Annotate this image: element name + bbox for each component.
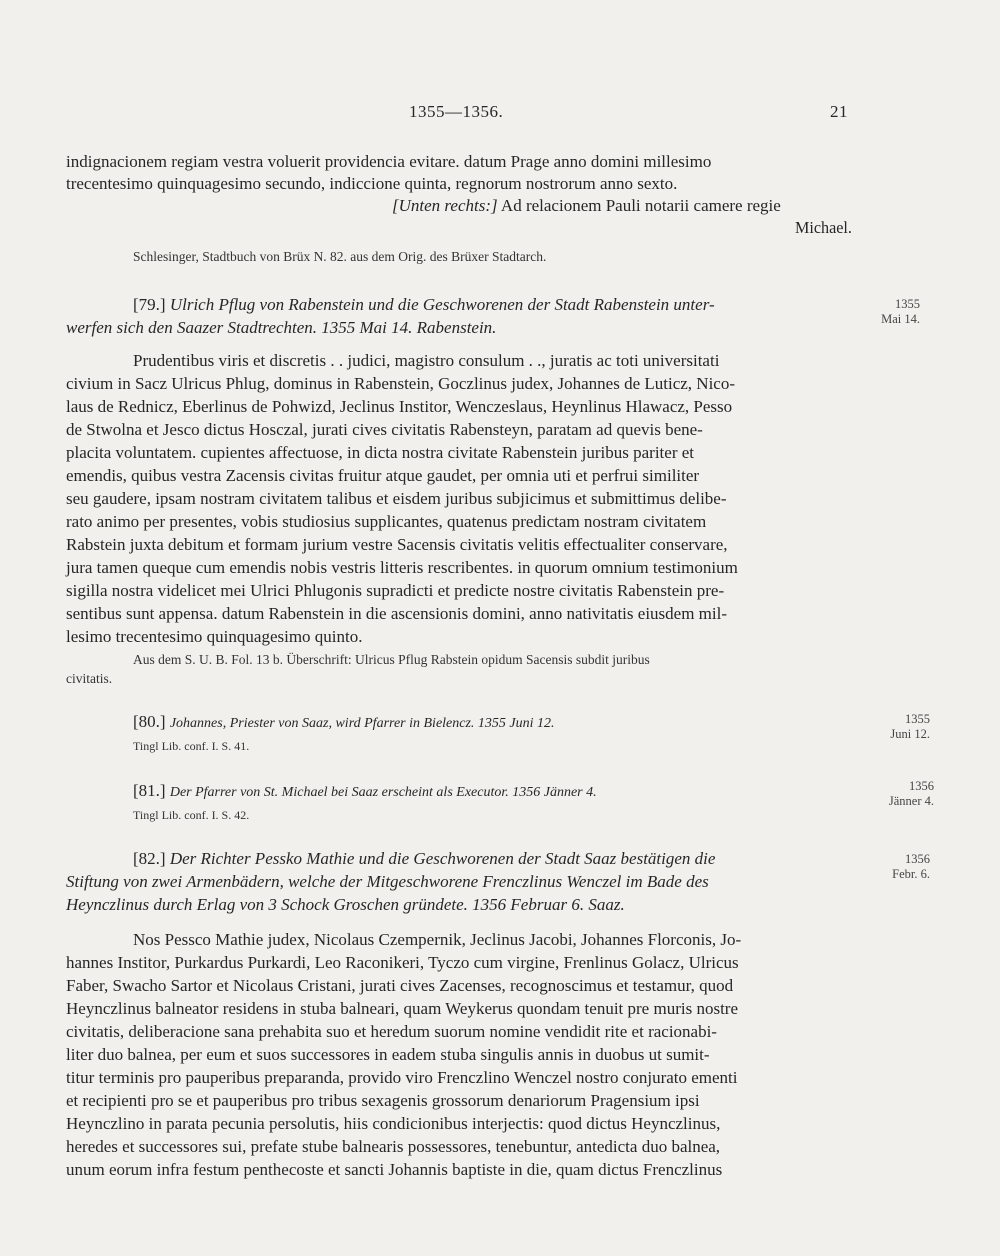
entry-79-margin-year: 1355 — [895, 297, 920, 311]
entry-79-title-2: werfen sich den Saazer Stadtrechten. 1355 Mai 14. Rabenstein. — [66, 318, 497, 337]
intro-source: Schlesinger, Stadtbuch von Brüx N. 82. aus dem Orig. des Brüxer Stadtarch. — [133, 249, 547, 264]
entry-79-body-line: Rabstein juxta debitum et formam jurium vestre Sacensis civitatis velitis effectualiter conservare, — [66, 535, 728, 554]
entry-79-margin-date — [872, 297, 920, 327]
entry-81-heading — [133, 780, 597, 804]
intro-note-text: Ad relacionem Pauli notarii camere regie — [500, 196, 781, 215]
entry-81-margin-day: Jänner 4. — [888, 794, 934, 808]
entry-80-margin-day: Juni 12. — [890, 727, 930, 741]
entry-82-body-line: titur terminis pro pauperibus preparanda, provido viro Frenczlino Wenczel nostro conjurato ementi — [66, 1068, 738, 1087]
entry-79-body-line: de Stwolna et Jesco dictus Hosczal, jurati cives civitatis Rabensteyn, paratam ad quevis bene- — [66, 420, 703, 439]
entry-80-source: Tingl Lib. conf. I. S. 41. — [133, 739, 250, 753]
entry-81-margin-date — [862, 779, 934, 809]
entry-82-margin-day: Febr. 6. — [892, 867, 930, 881]
entry-82-margin-year: 1356 — [905, 852, 930, 866]
entry-82-body-line: heredes et successores sui, prefate stube balnearis possessores, tenebuntur, antedicta duo balnea, — [66, 1137, 721, 1156]
intro-note-continuation: Michael. — [795, 218, 852, 237]
entry-79-body-line: placita voluntatem. cupientes affectuose, in dicta nostra civitate Rabenstein juribus pariter et — [66, 443, 694, 462]
entry-80-margin-date — [862, 712, 930, 742]
entry-79-source-1: Aus dem S. U. B. Fol. 13 b. Überschrift: Ulricus Pflug Rabstein opidum Sacensis subdit juribus — [133, 652, 650, 667]
running-header-years: 1355—1356. — [409, 102, 504, 121]
entry-82-title-3: Heynczlinus durch Erlag von 3 Schock Groschen gründete. 1356 Februar 6. Saaz. — [66, 895, 625, 914]
entry-82-heading — [133, 848, 715, 870]
entry-79-body-line: laus de Rednicz, Eberlinus de Pohwizd, Jeclinus Institor, Wenczeslaus, Heynlinus Hlawacz, Pesso — [66, 397, 733, 416]
entry-80-number: [80.] — [133, 712, 166, 731]
entry-79-body-line: lesimo trecentesimo quinquagesimo quinto. — [66, 627, 363, 646]
entry-82-number: [82.] — [133, 849, 166, 868]
entry-79-body-line: sentibus sunt appensa. datum Rabenstein in die ascensionis domini, anno nativitatis eiusdem mil- — [66, 604, 728, 623]
intro-line-2: trecentesimo quinquagesimo secundo, indiccione quinta, regnorum nostrorum anno sexto. — [66, 174, 678, 193]
intro-line-1: indignacionem regiam vestra voluerit providencia evitare. datum Prage anno domini millesimo — [66, 152, 712, 171]
entry-82-title-1: Der Richter Pessko Mathie und die Geschworenen der Stadt Saaz bestätigen die — [169, 849, 716, 868]
entry-82-body-line: hannes Institor, Purkardus Purkardi, Leo Raconikeri, Tyczo cum virgine, Frenlinus Golacz, Ulricus — [66, 953, 739, 972]
intro-note-italic: [Unten rechts:] — [392, 196, 498, 215]
entry-80-heading — [133, 711, 555, 735]
entry-80-title: Johannes, Priester von Saaz, wird Pfarrer in Bielencz. 1355 Juni 12. — [169, 716, 555, 731]
entry-82-body-line: liter duo balnea, per eum et suos successores in eadem stuba singulis annis in duobus ut sumit- — [66, 1045, 710, 1064]
entry-82-body-line: Heynczlinus balneator residens in stuba balneari, quam Weykerus quondam tenuit pre muris nostre — [66, 999, 738, 1018]
entry-81-number: [81.] — [133, 781, 166, 800]
entry-82-body-line: unum eorum infra festum penthecoste et sancti Johannis baptiste in die, quam dictus Frenczlinus — [66, 1160, 723, 1179]
page-number: 21 — [830, 102, 848, 121]
entry-81-margin-year: 1356 — [909, 779, 934, 793]
entry-79-heading — [133, 294, 715, 316]
entry-79-body-line: jura tamen queque cum emendis nobis vestris litteris rescribentes. in quorum omnium testimonium — [66, 558, 738, 577]
entry-81-source: Tingl Lib. conf. I. S. 42. — [133, 808, 250, 822]
entry-79-margin-day: Mai 14. — [881, 312, 920, 326]
entry-79-title-1: Ulrich Pflug von Rabenstein und die Geschworenen der Stadt Rabenstein unter- — [169, 295, 715, 314]
entry-80-margin-year: 1355 — [905, 712, 930, 726]
intro-note — [392, 195, 781, 217]
entry-81-title: Der Pfarrer von St. Michael bei Saaz erscheint als Executor. 1356 Jänner 4. — [169, 785, 597, 800]
entry-79-body-line: seu gaudere, ipsam nostram civitatem talibus et eisdem juribus subjicimus et submittimus delibe- — [66, 489, 727, 508]
entry-82-title-2: Stiftung von zwei Armenbädern, welche der Mitgeschworene Frenczlinus Wenczel im Bade des — [66, 872, 709, 891]
entry-82-body-line: et recipienti pro se et pauperibus pro tribus sexagenis grossorum denariorum Pragensium ipsi — [66, 1091, 700, 1110]
entry-82-body-line: Faber, Swacho Sartor et Nicolaus Cristani, jurati cives Zacenses, recognoscimus et testamur, quod — [66, 976, 734, 995]
entry-79-body-line: rato animo per presentes, vobis studiosius supplicantes, quatenus predictam nostram civitatem — [66, 512, 707, 531]
entry-82-body-line: civitatis, deliberacione sana prehabita suo et heredum suorum nomine vendidit rite et racionabi- — [66, 1022, 717, 1041]
entry-79-body-line: emendis, quibus vestra Zacensis civitas fruitur atque gaudet, per omnia uti et perfrui similiter — [66, 466, 700, 485]
entry-79-body-line: civium in Sacz Ulricus Phlug, dominus in Rabenstein, Goczlinus judex, Johannes de Luticz, Nico- — [66, 374, 736, 393]
entry-82-body-line: Heynczlino in parata pecunia persolutis, hiis condicionibus interjectis: quod dictus Heynczlinus, — [66, 1114, 721, 1133]
entry-82-margin-date — [862, 852, 930, 882]
entry-79-body-line: Prudentibus viris et discretis . . judici, magistro consulum . ., juratis ac toti universitati — [133, 351, 720, 370]
entry-79-number: [79.] — [133, 295, 166, 314]
entry-82-body-line: Nos Pessco Mathie judex, Nicolaus Czempernik, Jeclinus Jacobi, Johannes Florconis, Jo- — [133, 930, 742, 949]
entry-79-body-line: sigilla nostra videlicet mei Ulrici Phlugonis supradicti et predicte nostre civitatis Rabenstein pre- — [66, 581, 725, 600]
entry-79-source-2: civitatis. — [66, 671, 113, 686]
